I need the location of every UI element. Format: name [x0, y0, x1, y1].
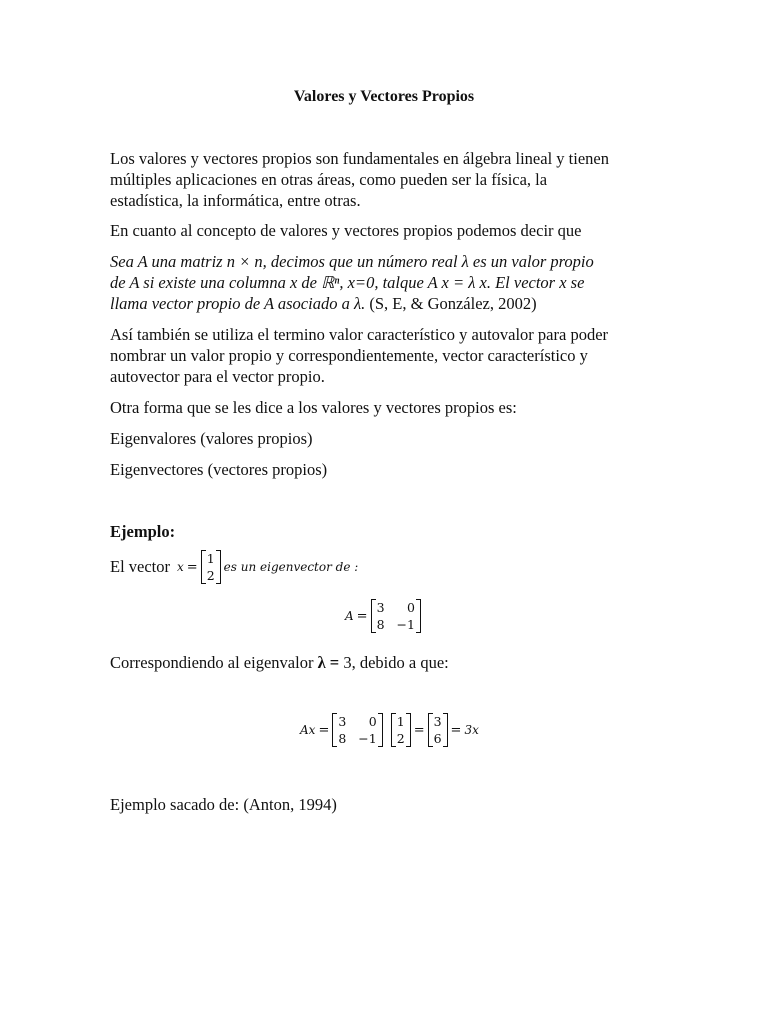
terminology-line: nombrar un valor propio y correspondientemente, vector característico y: [110, 346, 588, 365]
eigenvalues-line: Eigenvalores (valores propios): [110, 429, 313, 448]
definition-citation: (S, E, & González, 2002): [365, 294, 537, 313]
ax-label: Ax: [300, 723, 316, 737]
terminology-paragraph: [110, 324, 662, 387]
intro-line: múltiples aplicaciones en otras áreas, como pueden ser la física, la: [110, 170, 548, 189]
source-line: Ejemplo sacado de: (Anton, 1994): [110, 795, 337, 814]
vector-x-matrix: [201, 550, 221, 584]
page-title: Valores y Vectores Propios: [293, 88, 475, 105]
terminology-line: Así también se utiliza el termino valor característico y autovalor para poder: [110, 325, 609, 344]
eigenvalue-line: Correspondiendo al eigenvalor λ = 3, debido a que:: [110, 653, 449, 672]
equals-sign: =: [356, 608, 368, 624]
vector-text: El vector: [110, 557, 171, 576]
equals-sign: =: [413, 722, 425, 738]
lambda-equals: λ =: [317, 653, 344, 672]
matrix-entry: 2: [396, 731, 405, 746]
verification-equation: [300, 713, 479, 747]
matrix-a: [371, 599, 421, 633]
a-label: A: [345, 609, 354, 623]
matrix-entry: 6: [433, 731, 442, 746]
result-tail: 3x: [464, 723, 479, 737]
matrix-entry: −1: [396, 617, 415, 632]
matrix-entry: 2: [206, 568, 215, 583]
matrix-entry: 0: [407, 600, 415, 615]
matrix-entry: 0: [368, 714, 377, 729]
other-form-line: Otra forma que se les dice a los valores y vectores propios es:: [110, 398, 517, 417]
equals-sign: =: [186, 559, 198, 575]
intro-line: estadística, la informática, entre otras.: [110, 191, 361, 210]
matrix-entry: 8: [338, 731, 347, 746]
matrix-entry: 1: [396, 714, 405, 729]
eigenvectors-line: Eigenvectores (vectores propios): [110, 460, 328, 479]
definition-line: Sea A una matriz n × n, decimos que un número real λ es un valor propio: [110, 252, 594, 271]
intro-paragraph: [110, 148, 662, 211]
matrix-entry: 1: [206, 551, 215, 566]
matrix-entry: 8: [376, 617, 385, 632]
x-label: x: [177, 560, 184, 574]
vector-x-matrix: [391, 713, 411, 747]
matrix-entry: 3: [376, 600, 385, 615]
example-heading: Ejemplo:: [110, 522, 176, 541]
vector-statement: [110, 550, 358, 584]
result-vector-matrix: [428, 713, 448, 747]
definition-line: llama vector propio de A asociado a λ.: [110, 294, 366, 313]
matrix-entry: −1: [358, 731, 377, 746]
concept-intro: En cuanto al concepto de valores y vectores propios podemos decir que: [110, 221, 582, 240]
eigenvector-text: es un eigenvector de :: [223, 560, 359, 574]
matrix-a-equation: [345, 599, 421, 633]
equals-sign: =: [318, 722, 330, 738]
equals-sign: =: [450, 722, 462, 738]
matrix-entry: 3: [338, 714, 347, 729]
matrix-a: [332, 713, 382, 747]
terminology-line: autovector para el vector propio.: [110, 367, 325, 386]
intro-line: Los valores y vectores propios son fundamentales en álgebra lineal y tienen: [110, 149, 609, 168]
definition-paragraph: [110, 251, 662, 314]
definition-line: de A si existe una columna x de ℝⁿ, x=0, talque A x = λ x. El vector x se: [110, 273, 585, 292]
matrix-entry: 3: [433, 714, 442, 729]
